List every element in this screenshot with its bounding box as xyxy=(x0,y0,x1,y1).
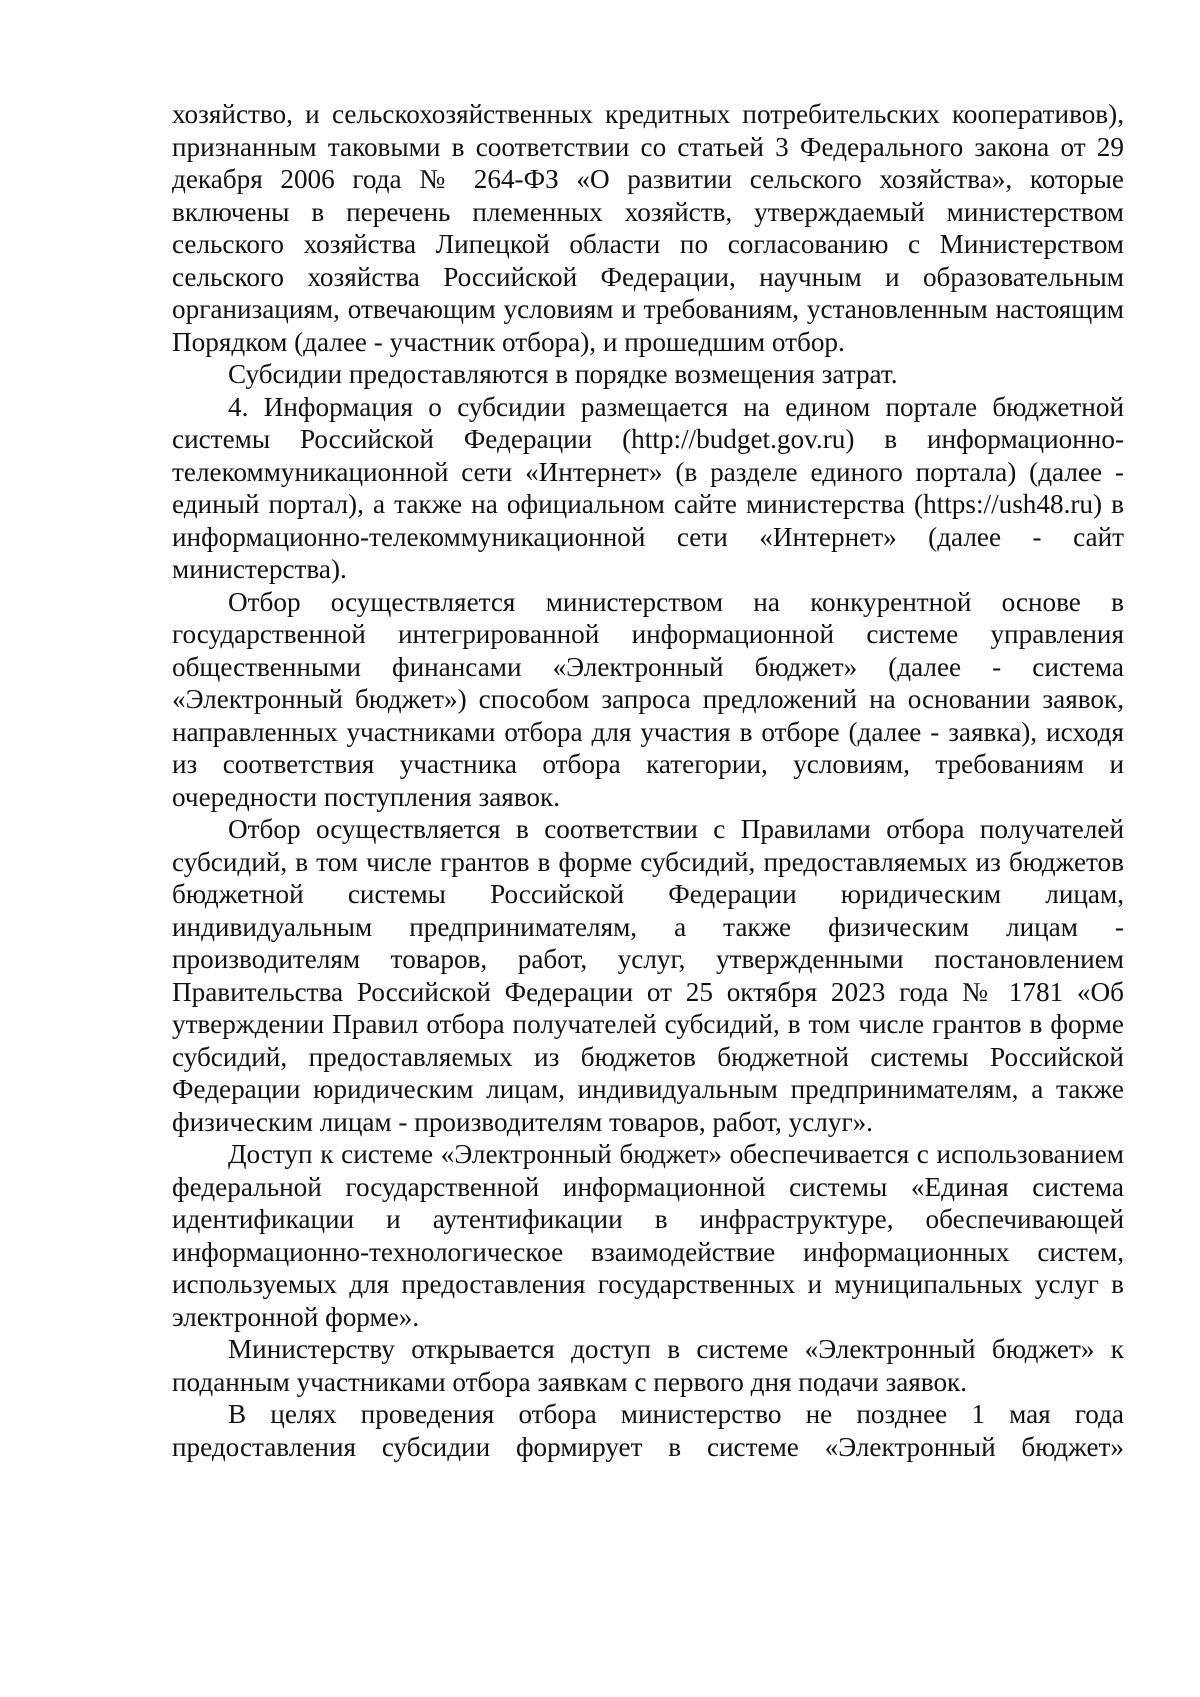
document-body xyxy=(172,98,1124,1463)
paragraph-reimbursement: Субсидии предоставляются в порядке возмещения затрат. xyxy=(228,359,898,389)
paragraph-ministry-access: Министерству открывается доступ в системе «Электронный бюджет» к поданным участниками отбора заявкам с первого дня подачи заявок. xyxy=(172,1334,1124,1397)
paragraph-system-access: Доступ к системе «Электронный бюджет» обеспечивается с использованием федеральной государственной информационной системы «Единая система идентификации и аутентификации в инфраструктуре, обеспечивающей информационно-технологическое взаимодействие информационных систем, используемых для предоставления государственных и муниципальных услуг в электронной форме». xyxy=(172,1139,1124,1332)
paragraph-selection-rules: Отбор осуществляется в соответствии с Правилами отбора получателей субсидий, в том числе грантов в форме субсидий, предоставляемых из бюджетов бюджетной системы Российской Федерации юридическим лицам, индивидуальным предпринимателям, а также физическим лицам - производителям товаров, работ, услуг, утвержденными постановлением Правительства Российской Федерации от 25 октября 2023 года № 1781 «Об утверждении Правил отбора получателей субсидий, в том числе грантов в форме субсидий, предоставляемых из бюджетов бюджетной системы Российской Федерации юридическим лицам, индивидуальным предпринимателям, а также физическим лицам - производителям товаров, работ, услуг». xyxy=(172,814,1124,1137)
paragraph-selection-procedure: Отбор осуществляется министерством на конкурентной основе в государственной интегрированной информационной системе управления общественными финансами «Электронный бюджет» (далее - система «Электронный бюджет») способом запроса предложений на основании заявок, направленных участниками отбора для участия в отборе (далее - заявка), исходя из соответствия участника отбора категории, условиям, требованиям и очередности поступления заявок. xyxy=(172,586,1124,812)
paragraph-eligible-recipients: хозяйство, и сельскохозяйственных кредитных потребительских кооперативов), признанным таковыми в соответствии со статьей 3 Федерального закона от 29 декабря 2006 года № 264-ФЗ «О развитии сельского хозяйства», которые включены в перечень племенных хозяйств, утверждаемый министерством сельского хозяйства Липецкой области по согласованию с Министерством сельского хозяйства Российской Федерации, научным и образовательным организациям, отвечающим условиям и требованиям, установленным настоящим Порядком (далее - участник отбора), и прошедшим отбор. xyxy=(172,99,1124,357)
paragraph-subsidy-information: 4. Информация о субсидии размещается на едином портале бюджетной системы Российской Федерации (http://budget.gov.ru) в информационно-телекоммуникационной сети «Интернет» (в разделе единого портала) (далее - единый портал), а также на официальном сайте министерства (https://ush48.ru) в информационно-телекоммуникационной сети «Интернет» (далее - сайт министерства). xyxy=(172,391,1124,584)
paragraph-selection-deadline: В целях проведения отбора министерство не позднее 1 мая года предоставления субсидии формирует в системе «Электронный бюджет» xyxy=(172,1399,1124,1462)
